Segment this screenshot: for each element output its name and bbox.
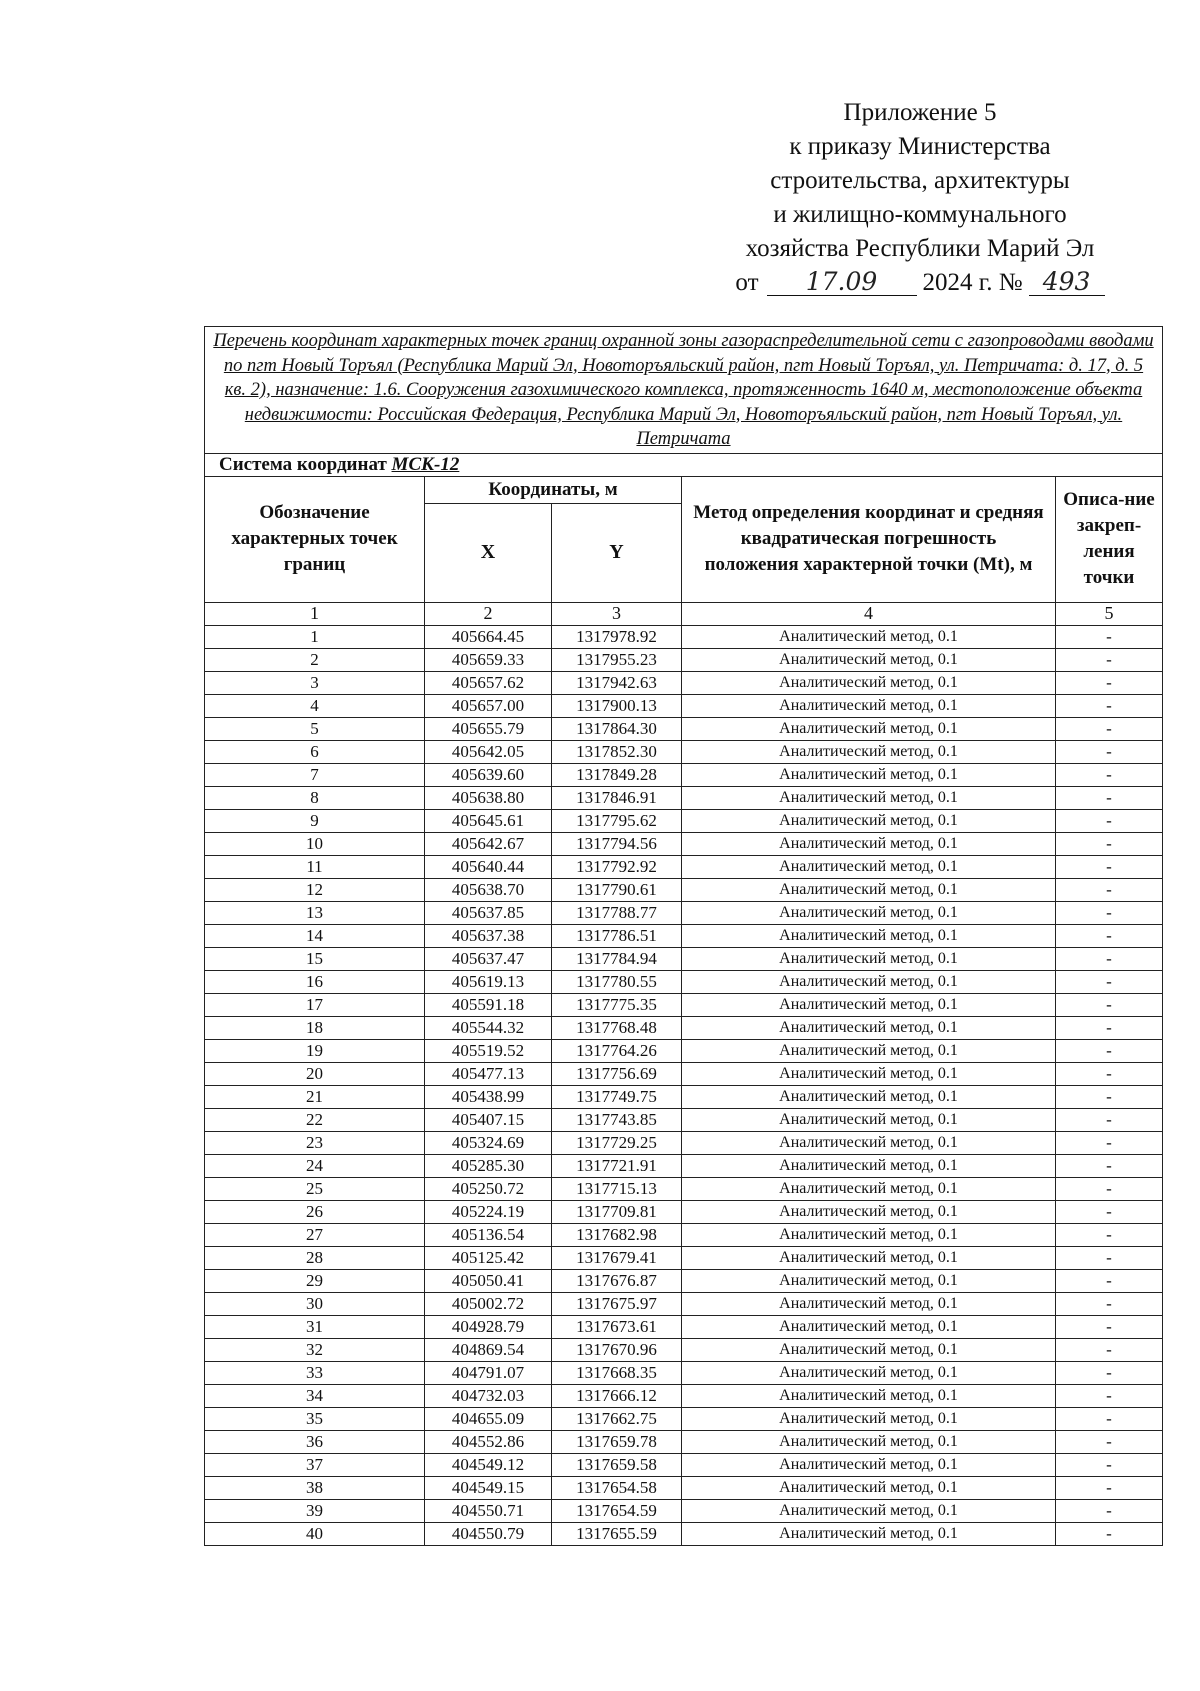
description-cell: - xyxy=(1056,1177,1163,1200)
table-row xyxy=(205,901,1163,924)
x-coordinate-cell: 405250.72 xyxy=(425,1177,552,1200)
description-cell: - xyxy=(1056,1361,1163,1384)
table-row xyxy=(205,1338,1163,1361)
header-x: X xyxy=(425,503,552,602)
point-id-cell: 34 xyxy=(205,1384,425,1407)
x-coordinate-cell: 405638.70 xyxy=(425,878,552,901)
y-coordinate-cell: 1317676.87 xyxy=(552,1269,682,1292)
x-coordinate-cell: 405637.38 xyxy=(425,924,552,947)
column-numbers-row xyxy=(205,602,1163,625)
point-id-cell: 5 xyxy=(205,717,425,740)
description-cell: - xyxy=(1056,901,1163,924)
appendix-line: хозяйства Республики Марий Эл xyxy=(745,235,1095,262)
point-id-cell: 31 xyxy=(205,1315,425,1338)
table-row xyxy=(205,1016,1163,1039)
table-row xyxy=(205,1407,1163,1430)
header-coords: Координаты, м xyxy=(425,476,682,503)
point-id-cell: 20 xyxy=(205,1062,425,1085)
table-row xyxy=(205,1269,1163,1292)
method-cell: Аналитический метод, 0.1 xyxy=(682,1292,1056,1315)
y-coordinate-cell: 1317682.98 xyxy=(552,1223,682,1246)
table-row xyxy=(205,786,1163,809)
method-cell: Аналитический метод, 0.1 xyxy=(682,1223,1056,1246)
appendix-line: Приложение 5 xyxy=(843,99,997,126)
table-row xyxy=(205,1177,1163,1200)
method-cell: Аналитический метод, 0.1 xyxy=(682,1453,1056,1476)
table-row xyxy=(205,1223,1163,1246)
method-cell: Аналитический метод, 0.1 xyxy=(682,1384,1056,1407)
x-coordinate-cell: 405591.18 xyxy=(425,993,552,1016)
method-cell: Аналитический метод, 0.1 xyxy=(682,1361,1056,1384)
point-id-cell: 35 xyxy=(205,1407,425,1430)
y-coordinate-cell: 1317654.59 xyxy=(552,1499,682,1522)
description-cell: - xyxy=(1056,1108,1163,1131)
description-cell: - xyxy=(1056,993,1163,1016)
table-row xyxy=(205,1499,1163,1522)
table-row xyxy=(205,832,1163,855)
table-row xyxy=(205,1315,1163,1338)
table-row xyxy=(205,1200,1163,1223)
method-cell: Аналитический метод, 0.1 xyxy=(682,1476,1056,1499)
y-coordinate-cell: 1317679.41 xyxy=(552,1246,682,1269)
description-cell: - xyxy=(1056,832,1163,855)
x-coordinate-cell: 405519.52 xyxy=(425,1039,552,1062)
point-id-cell: 33 xyxy=(205,1361,425,1384)
coordinate-system-label: Система координат xyxy=(219,453,387,475)
method-cell: Аналитический метод, 0.1 xyxy=(682,1430,1056,1453)
point-id-cell: 39 xyxy=(205,1499,425,1522)
method-cell: Аналитический метод, 0.1 xyxy=(682,1315,1056,1338)
y-coordinate-cell: 1317852.30 xyxy=(552,740,682,763)
x-coordinate-cell: 404869.54 xyxy=(425,1338,552,1361)
y-coordinate-cell: 1317849.28 xyxy=(552,763,682,786)
point-id-cell: 7 xyxy=(205,763,425,786)
point-id-cell: 17 xyxy=(205,993,425,1016)
x-coordinate-cell: 405638.80 xyxy=(425,786,552,809)
description-cell: - xyxy=(1056,970,1163,993)
table-row xyxy=(205,1246,1163,1269)
x-coordinate-cell: 405657.62 xyxy=(425,671,552,694)
header-point: Обозначение характерных точек границ xyxy=(205,476,425,602)
method-cell: Аналитический метод, 0.1 xyxy=(682,1246,1056,1269)
x-coordinate-cell: 405655.79 xyxy=(425,717,552,740)
column-number: 5 xyxy=(1056,602,1163,625)
table-row xyxy=(205,1453,1163,1476)
x-coordinate-cell: 405050.41 xyxy=(425,1269,552,1292)
y-coordinate-cell: 1317655.59 xyxy=(552,1522,682,1545)
table-row xyxy=(205,993,1163,1016)
point-id-cell: 16 xyxy=(205,970,425,993)
method-cell: Аналитический метод, 0.1 xyxy=(682,878,1056,901)
point-id-cell: 3 xyxy=(205,671,425,694)
y-coordinate-cell: 1317668.35 xyxy=(552,1361,682,1384)
x-coordinate-cell: 405324.69 xyxy=(425,1131,552,1154)
x-coordinate-cell: 405657.00 xyxy=(425,694,552,717)
table-row xyxy=(205,1062,1163,1085)
description-cell: - xyxy=(1056,1315,1163,1338)
x-coordinate-cell: 404549.12 xyxy=(425,1453,552,1476)
x-coordinate-cell: 405619.13 xyxy=(425,970,552,993)
table-row xyxy=(205,1131,1163,1154)
y-coordinate-cell: 1317666.12 xyxy=(552,1384,682,1407)
point-id-cell: 36 xyxy=(205,1430,425,1453)
x-coordinate-cell: 404732.03 xyxy=(425,1384,552,1407)
method-cell: Аналитический метод, 0.1 xyxy=(682,671,1056,694)
x-coordinate-cell: 404549.15 xyxy=(425,1476,552,1499)
method-cell: Аналитический метод, 0.1 xyxy=(682,717,1056,740)
y-coordinate-cell: 1317864.30 xyxy=(552,717,682,740)
description-cell: - xyxy=(1056,1246,1163,1269)
x-coordinate-cell: 404550.71 xyxy=(425,1499,552,1522)
point-id-cell: 8 xyxy=(205,786,425,809)
y-coordinate-cell: 1317780.55 xyxy=(552,970,682,993)
appendix-line: строительства, архитектуры xyxy=(770,167,1070,194)
y-coordinate-cell: 1317784.94 xyxy=(552,947,682,970)
y-coordinate-cell: 1317775.35 xyxy=(552,993,682,1016)
table-row xyxy=(205,694,1163,717)
description-cell: - xyxy=(1056,1131,1163,1154)
x-coordinate-cell: 405664.45 xyxy=(425,625,552,648)
y-coordinate-cell: 1317654.58 xyxy=(552,1476,682,1499)
method-cell: Аналитический метод, 0.1 xyxy=(682,648,1056,671)
method-cell: Аналитический метод, 0.1 xyxy=(682,1039,1056,1062)
point-id-cell: 10 xyxy=(205,832,425,855)
point-id-cell: 6 xyxy=(205,740,425,763)
method-cell: Аналитический метод, 0.1 xyxy=(682,1269,1056,1292)
point-id-cell: 38 xyxy=(205,1476,425,1499)
point-id-cell: 13 xyxy=(205,901,425,924)
y-coordinate-cell: 1317756.69 xyxy=(552,1062,682,1085)
method-cell: Аналитический метод, 0.1 xyxy=(682,625,1056,648)
point-id-cell: 25 xyxy=(205,1177,425,1200)
column-number: 3 xyxy=(552,602,682,625)
table-row xyxy=(205,1154,1163,1177)
description-cell: - xyxy=(1056,1453,1163,1476)
method-cell: Аналитический метод, 0.1 xyxy=(682,855,1056,878)
x-coordinate-cell: 405477.13 xyxy=(425,1062,552,1085)
appendix-line: и жилищно-коммунального xyxy=(773,201,1067,228)
x-coordinate-cell: 405639.60 xyxy=(425,763,552,786)
description-cell: - xyxy=(1056,1522,1163,1545)
table-row xyxy=(205,763,1163,786)
method-cell: Аналитический метод, 0.1 xyxy=(682,970,1056,993)
header-y: Y xyxy=(552,503,682,602)
column-number: 4 xyxy=(682,602,1056,625)
description-cell: - xyxy=(1056,947,1163,970)
description-cell: - xyxy=(1056,1338,1163,1361)
table-title: Перечень координат характерных точек границ охранной зоны газораспределительной сети с газопроводами вводами по пгт Новый Торъял (Республика Марий Эл, Новоторъяльский район, пгт Новый Торъял, ул. Петричата: д. 17, д. 5 кв. 2), назначение: 1.6. Сооружения газохимического комплекса, протяженность 1640 м, местоположение объекта недвижимости: Российская Федерация, Республика Марий Эл, Новоторъяльский район, пгт Новый Торъял, ул. Петричата xyxy=(205,327,1163,454)
point-id-cell: 22 xyxy=(205,1108,425,1131)
year-text: 2024 г. № xyxy=(922,269,1023,296)
date-prefix: от xyxy=(735,269,759,296)
table-row xyxy=(205,947,1163,970)
description-cell: - xyxy=(1056,1016,1163,1039)
x-coordinate-cell: 405125.42 xyxy=(425,1246,552,1269)
point-id-cell: 30 xyxy=(205,1292,425,1315)
coordinates-table xyxy=(204,326,1163,1546)
x-coordinate-cell: 405136.54 xyxy=(425,1223,552,1246)
point-id-cell: 29 xyxy=(205,1269,425,1292)
x-coordinate-cell: 405002.72 xyxy=(425,1292,552,1315)
y-coordinate-cell: 1317795.62 xyxy=(552,809,682,832)
point-id-cell: 19 xyxy=(205,1039,425,1062)
x-coordinate-cell: 404552.86 xyxy=(425,1430,552,1453)
y-coordinate-cell: 1317675.97 xyxy=(552,1292,682,1315)
y-coordinate-cell: 1317978.92 xyxy=(552,625,682,648)
x-coordinate-cell: 405637.85 xyxy=(425,901,552,924)
method-cell: Аналитический метод, 0.1 xyxy=(682,786,1056,809)
x-coordinate-cell: 405544.32 xyxy=(425,1016,552,1039)
y-coordinate-cell: 1317764.26 xyxy=(552,1039,682,1062)
point-id-cell: 26 xyxy=(205,1200,425,1223)
y-coordinate-cell: 1317794.56 xyxy=(552,832,682,855)
point-id-cell: 37 xyxy=(205,1453,425,1476)
description-cell: - xyxy=(1056,1269,1163,1292)
description-cell: - xyxy=(1056,855,1163,878)
method-cell: Аналитический метод, 0.1 xyxy=(682,1154,1056,1177)
y-coordinate-cell: 1317955.23 xyxy=(552,648,682,671)
x-coordinate-cell: 405224.19 xyxy=(425,1200,552,1223)
point-id-cell: 12 xyxy=(205,878,425,901)
description-cell: - xyxy=(1056,878,1163,901)
x-coordinate-cell: 405285.30 xyxy=(425,1154,552,1177)
y-coordinate-cell: 1317662.75 xyxy=(552,1407,682,1430)
coordinate-system-value: МСК-12 xyxy=(391,453,460,475)
table-row xyxy=(205,625,1163,648)
description-cell: - xyxy=(1056,1223,1163,1246)
y-coordinate-cell: 1317743.85 xyxy=(552,1108,682,1131)
method-cell: Аналитический метод, 0.1 xyxy=(682,1016,1056,1039)
y-coordinate-cell: 1317786.51 xyxy=(552,924,682,947)
column-number: 1 xyxy=(205,602,425,625)
appendix-header xyxy=(690,96,1150,300)
description-cell: - xyxy=(1056,1039,1163,1062)
point-id-cell: 23 xyxy=(205,1131,425,1154)
x-coordinate-cell: 404928.79 xyxy=(425,1315,552,1338)
description-cell: - xyxy=(1056,1200,1163,1223)
method-cell: Аналитический метод, 0.1 xyxy=(682,1522,1056,1545)
method-cell: Аналитический метод, 0.1 xyxy=(682,1200,1056,1223)
x-coordinate-cell: 405659.33 xyxy=(425,648,552,671)
method-cell: Аналитический метод, 0.1 xyxy=(682,901,1056,924)
description-cell: - xyxy=(1056,740,1163,763)
point-id-cell: 40 xyxy=(205,1522,425,1545)
x-coordinate-cell: 404791.07 xyxy=(425,1361,552,1384)
table-row xyxy=(205,717,1163,740)
handwritten-number: 493 xyxy=(1029,269,1105,296)
table-row xyxy=(205,855,1163,878)
method-cell: Аналитический метод, 0.1 xyxy=(682,924,1056,947)
y-coordinate-cell: 1317942.63 xyxy=(552,671,682,694)
table-row xyxy=(205,970,1163,993)
method-cell: Аналитический метод, 0.1 xyxy=(682,1407,1056,1430)
table-row xyxy=(205,878,1163,901)
x-coordinate-cell: 405637.47 xyxy=(425,947,552,970)
y-coordinate-cell: 1317749.75 xyxy=(552,1085,682,1108)
appendix-line: к приказу Министерства xyxy=(789,133,1051,160)
table-row xyxy=(205,1039,1163,1062)
method-cell: Аналитический метод, 0.1 xyxy=(682,993,1056,1016)
y-coordinate-cell: 1317715.13 xyxy=(552,1177,682,1200)
description-cell: - xyxy=(1056,1384,1163,1407)
method-cell: Аналитический метод, 0.1 xyxy=(682,1062,1056,1085)
point-id-cell: 9 xyxy=(205,809,425,832)
x-coordinate-cell: 404655.09 xyxy=(425,1407,552,1430)
header-description: Описа-ние закреп-ления точки xyxy=(1056,476,1163,602)
x-coordinate-cell: 404550.79 xyxy=(425,1522,552,1545)
y-coordinate-cell: 1317846.91 xyxy=(552,786,682,809)
point-id-cell: 4 xyxy=(205,694,425,717)
point-id-cell: 24 xyxy=(205,1154,425,1177)
y-coordinate-cell: 1317659.78 xyxy=(552,1430,682,1453)
table-row xyxy=(205,1384,1163,1407)
table-row xyxy=(205,1108,1163,1131)
description-cell: - xyxy=(1056,694,1163,717)
y-coordinate-cell: 1317900.13 xyxy=(552,694,682,717)
table-row xyxy=(205,1430,1163,1453)
x-coordinate-cell: 405407.15 xyxy=(425,1108,552,1131)
description-cell: - xyxy=(1056,671,1163,694)
description-cell: - xyxy=(1056,1085,1163,1108)
header-method: Метод определения координат и средняя квадратическая погрешность положения характерной точки (Mt), м xyxy=(682,476,1056,602)
method-cell: Аналитический метод, 0.1 xyxy=(682,1177,1056,1200)
method-cell: Аналитический метод, 0.1 xyxy=(682,832,1056,855)
point-id-cell: 15 xyxy=(205,947,425,970)
y-coordinate-cell: 1317788.77 xyxy=(552,901,682,924)
description-cell: - xyxy=(1056,1430,1163,1453)
appendix-date-line xyxy=(690,266,1150,300)
table-row xyxy=(205,648,1163,671)
table-row xyxy=(205,1085,1163,1108)
point-id-cell: 28 xyxy=(205,1246,425,1269)
description-cell: - xyxy=(1056,717,1163,740)
column-number: 2 xyxy=(425,602,552,625)
description-cell: - xyxy=(1056,1407,1163,1430)
description-cell: - xyxy=(1056,648,1163,671)
method-cell: Аналитический метод, 0.1 xyxy=(682,947,1056,970)
point-id-cell: 27 xyxy=(205,1223,425,1246)
description-cell: - xyxy=(1056,625,1163,648)
point-id-cell: 2 xyxy=(205,648,425,671)
description-cell: - xyxy=(1056,1292,1163,1315)
point-id-cell: 32 xyxy=(205,1338,425,1361)
y-coordinate-cell: 1317792.92 xyxy=(552,855,682,878)
point-id-cell: 18 xyxy=(205,1016,425,1039)
y-coordinate-cell: 1317768.48 xyxy=(552,1016,682,1039)
method-cell: Аналитический метод, 0.1 xyxy=(682,1338,1056,1361)
table-row xyxy=(205,740,1163,763)
x-coordinate-cell: 405438.99 xyxy=(425,1085,552,1108)
description-cell: - xyxy=(1056,786,1163,809)
method-cell: Аналитический метод, 0.1 xyxy=(682,1131,1056,1154)
y-coordinate-cell: 1317709.81 xyxy=(552,1200,682,1223)
description-cell: - xyxy=(1056,763,1163,786)
method-cell: Аналитический метод, 0.1 xyxy=(682,763,1056,786)
method-cell: Аналитический метод, 0.1 xyxy=(682,809,1056,832)
table-row xyxy=(205,1522,1163,1545)
coordinate-system xyxy=(205,453,1163,476)
y-coordinate-cell: 1317729.25 xyxy=(552,1131,682,1154)
description-cell: - xyxy=(1056,1476,1163,1499)
y-coordinate-cell: 1317659.58 xyxy=(552,1453,682,1476)
method-cell: Аналитический метод, 0.1 xyxy=(682,1085,1056,1108)
table-row xyxy=(205,671,1163,694)
x-coordinate-cell: 405642.67 xyxy=(425,832,552,855)
point-id-cell: 1 xyxy=(205,625,425,648)
table-row xyxy=(205,1476,1163,1499)
x-coordinate-cell: 405642.05 xyxy=(425,740,552,763)
table-row xyxy=(205,924,1163,947)
description-cell: - xyxy=(1056,924,1163,947)
method-cell: Аналитический метод, 0.1 xyxy=(682,740,1056,763)
method-cell: Аналитический метод, 0.1 xyxy=(682,1499,1056,1522)
method-cell: Аналитический метод, 0.1 xyxy=(682,1108,1056,1131)
y-coordinate-cell: 1317670.96 xyxy=(552,1338,682,1361)
y-coordinate-cell: 1317673.61 xyxy=(552,1315,682,1338)
y-coordinate-cell: 1317790.61 xyxy=(552,878,682,901)
table-row xyxy=(205,809,1163,832)
x-coordinate-cell: 405640.44 xyxy=(425,855,552,878)
handwritten-date: 17.09 xyxy=(767,269,917,296)
description-cell: - xyxy=(1056,1499,1163,1522)
point-id-cell: 14 xyxy=(205,924,425,947)
method-cell: Аналитический метод, 0.1 xyxy=(682,694,1056,717)
description-cell: - xyxy=(1056,1062,1163,1085)
table-row xyxy=(205,1292,1163,1315)
point-id-cell: 21 xyxy=(205,1085,425,1108)
x-coordinate-cell: 405645.61 xyxy=(425,809,552,832)
description-cell: - xyxy=(1056,809,1163,832)
point-id-cell: 11 xyxy=(205,855,425,878)
table-row xyxy=(205,1361,1163,1384)
y-coordinate-cell: 1317721.91 xyxy=(552,1154,682,1177)
description-cell: - xyxy=(1056,1154,1163,1177)
